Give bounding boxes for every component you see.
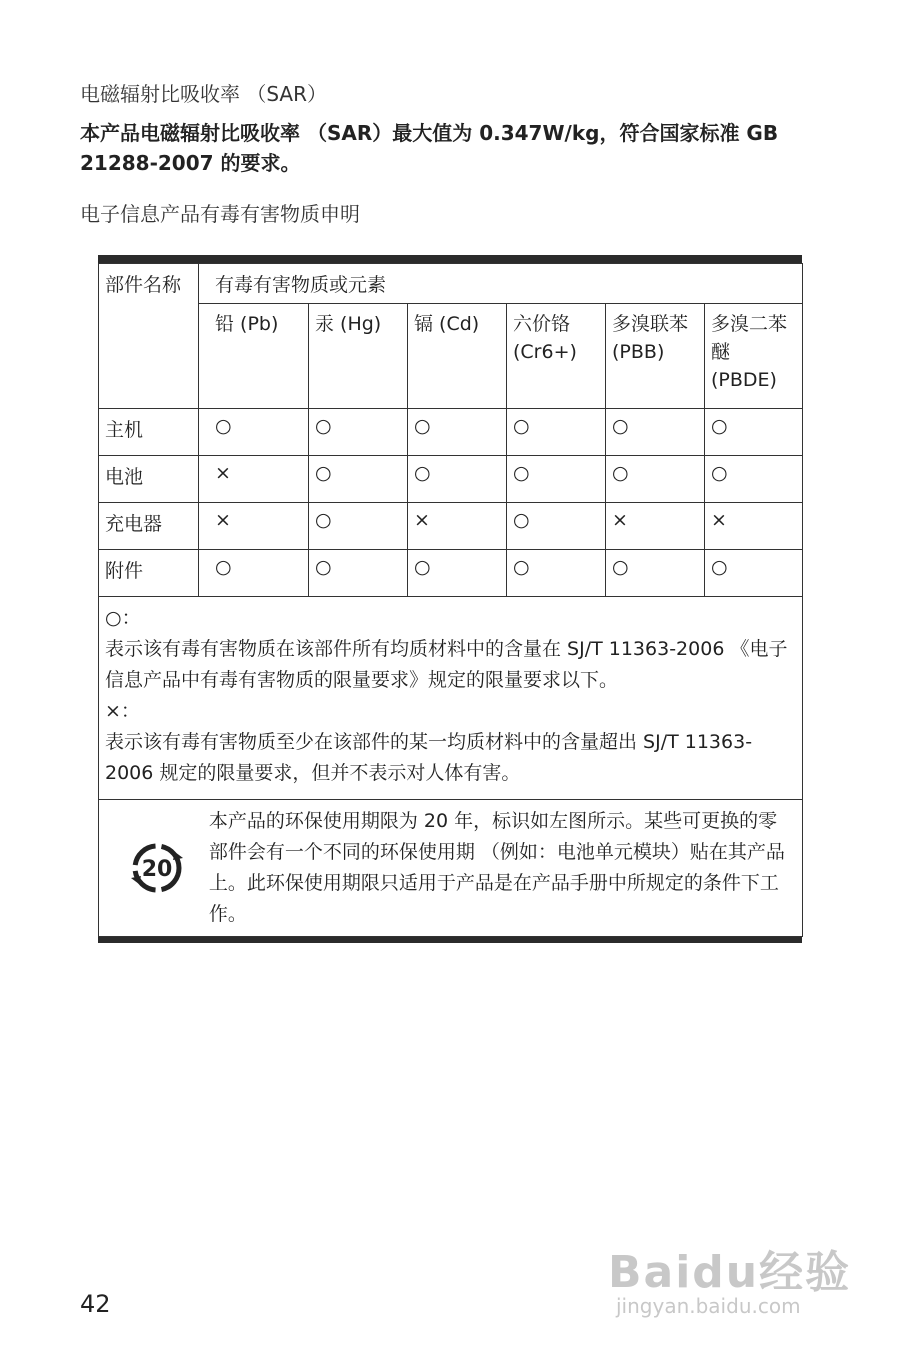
substance-header: 多溴联苯 (PBB): [606, 304, 705, 409]
substance-header: 汞 (Hg): [309, 304, 408, 409]
eco-period-row: [99, 800, 803, 937]
value-cell: ○: [606, 409, 705, 456]
legend-cross-symbol: ×：: [105, 700, 140, 722]
table-row: [99, 456, 803, 503]
hazardous-substances-table: [98, 263, 803, 937]
legend-circle-text: 表示该有毒有害物质在该部件所有均质材料中的含量在 SJ/T 11363-2006 《电子信息产品中有毒有害物质的限量要求》规定的限量要求以下。: [105, 638, 788, 691]
page-number: 42: [80, 1290, 111, 1318]
value-cell: ○: [705, 456, 803, 503]
value-cell: ○: [507, 503, 606, 550]
baidu-watermark: [608, 1218, 868, 1328]
part-name-cell: 电池: [99, 456, 199, 503]
value-cell: ○: [507, 409, 606, 456]
table-top-rule: [98, 255, 802, 263]
table-bottom-rule: [98, 937, 802, 943]
value-cell: ○: [507, 456, 606, 503]
value-cell: ○: [199, 550, 309, 597]
eco-logo-icon: [105, 838, 209, 898]
substance-header: 六价铬 (Cr6+): [507, 304, 606, 409]
value-cell: ○: [705, 550, 803, 597]
substance-header: 多溴二苯醚 (PBDE): [705, 304, 803, 409]
legend-cell: [99, 597, 803, 800]
value-cell: ○: [309, 456, 408, 503]
value-cell: ○: [408, 409, 507, 456]
part-name-cell: 充电器: [99, 503, 199, 550]
eco-period-text: 本产品的环保使用期限为 20 年，标识如左图所示。某些可更换的零部件会有一个不同的环保使用期 （例如：电池单元模块）贴在其产品上。此环保使用期限只适用于产品是在产品手册中所规定的条件下工作。: [208, 810, 785, 925]
watermark-url: jingyan.baidu.com: [616, 1294, 801, 1318]
table-row: [99, 409, 803, 456]
part-name-cell: 主机: [99, 409, 199, 456]
watermark-brand: Baidu经验: [608, 1247, 852, 1298]
value-cell: ○: [408, 456, 507, 503]
value-cell: ○: [199, 409, 309, 456]
recycle-20-icon: [127, 838, 187, 898]
value-cell: ○: [309, 503, 408, 550]
substance-header: 铅 (Pb): [199, 304, 309, 409]
value-cell: ×: [705, 503, 803, 550]
rohs-title: 电子信息产品有毒有害物质申明: [80, 202, 360, 226]
eco-logo-label: 20: [141, 857, 173, 882]
value-cell: ○: [309, 550, 408, 597]
part-name-cell: 附件: [99, 550, 199, 597]
value-cell: ○: [309, 409, 408, 456]
value-cell: ○: [705, 409, 803, 456]
legend-cross-text: 表示该有毒有害物质至少在该部件的某一均质材料中的含量超出 SJ/T 11363-2006 规定的限量要求，但并不表示对人体有害。: [105, 731, 753, 784]
substance-header-row: [99, 304, 803, 409]
value-cell: ○: [507, 550, 606, 597]
sar-statement: 本产品电磁辐射比吸收率 （SAR）最大值为 0.347W/kg，符合国家标准 GB 21288-2007 的要求。: [80, 121, 779, 175]
value-cell: ○: [606, 550, 705, 597]
value-cell: ×: [199, 503, 309, 550]
table-row: [99, 503, 803, 550]
eco-period-cell: [99, 800, 803, 937]
value-cell: ○: [606, 456, 705, 503]
part-name-header: 部件名称: [99, 264, 199, 409]
legend-circle-symbol: ○：: [105, 607, 141, 629]
substance-group-header: 有毒有害物质或元素: [199, 264, 803, 304]
substance-header: 镉 (Cd): [408, 304, 507, 409]
value-cell: ×: [199, 456, 309, 503]
value-cell: ○: [408, 550, 507, 597]
sar-title: 电磁辐射比吸收率 （SAR）: [80, 82, 328, 106]
table-header-row: [99, 264, 803, 304]
table-row: [99, 550, 803, 597]
legend-row: [99, 597, 803, 800]
hazardous-substances-table-wrapper: [98, 255, 802, 943]
value-cell: ×: [606, 503, 705, 550]
value-cell: ×: [408, 503, 507, 550]
